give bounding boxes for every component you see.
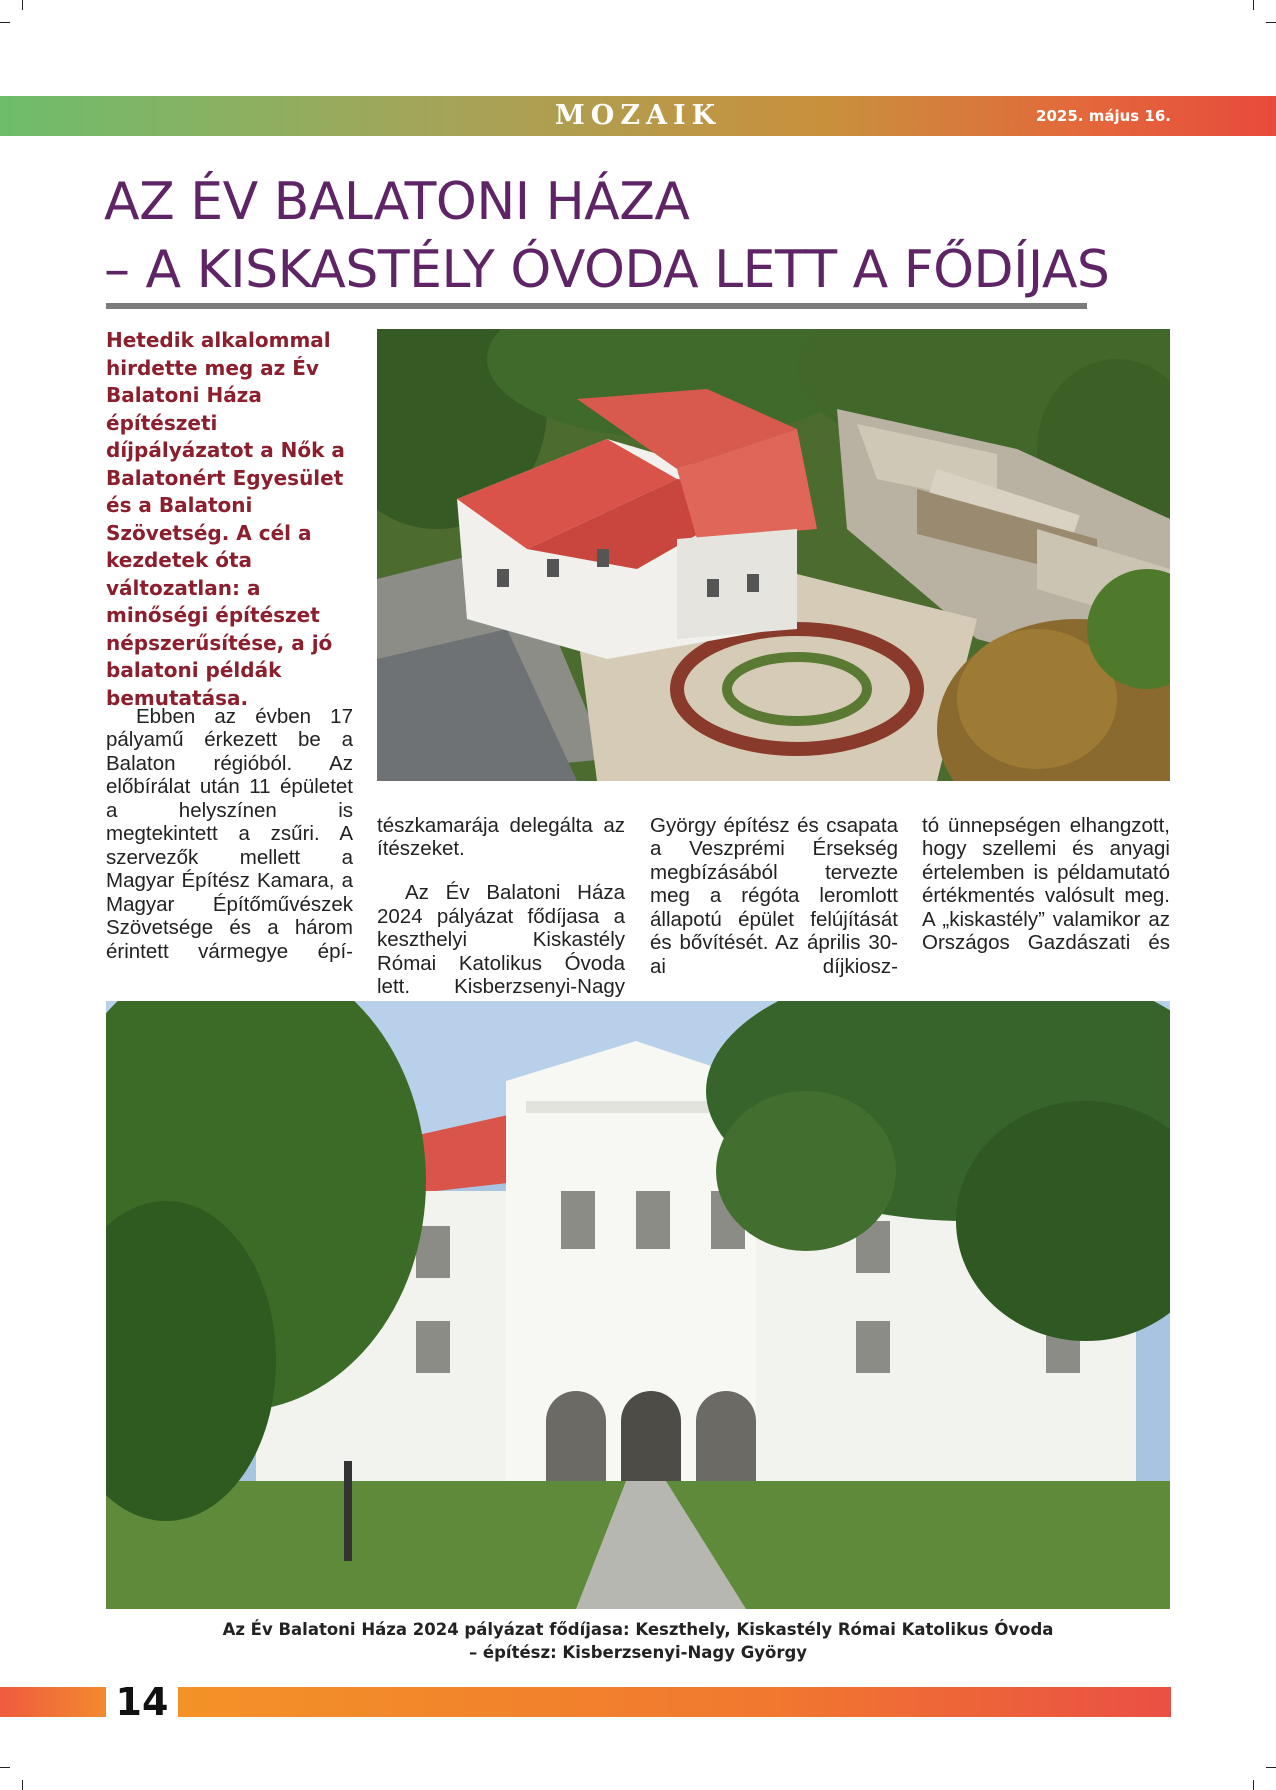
text-column-3: [650, 793, 898, 999]
aerial-photo: [377, 329, 1170, 781]
caption-line1: Az Év Balatoni Háza 2024 pályázat fődíjasa: Keszthely, Kiskastély Római Katolikus Óvoda: [222, 1620, 1054, 1639]
paragraph: György építész és csapata a Veszprémi Érsekség megbízásából tervezte meg a régóta leromlott állapotú épület felújítását és bővítését. Az április 30-ai díjkiosz-: [650, 813, 898, 978]
facade-photo: [106, 1001, 1170, 1609]
header-band: [0, 96, 1276, 136]
crop-mark: [0, 22, 10, 23]
crop-mark: [0, 1767, 10, 1768]
crop-mark: [1253, 1780, 1254, 1790]
paragraph: Ebben az évben 17 pályamű érkezett be a Balaton régióból. Az előbírálat után 11 épületet a helyszínen is megtekintett a zsűri. A szervezők mellett a Magyar Építész Kamara, a Magyar Építőművészek Szövetsége és a három érintett vármegye épí-: [106, 704, 353, 963]
text-column-1: [106, 684, 353, 984]
text-column-4: [922, 793, 1170, 975]
page-number: 14: [115, 1680, 169, 1724]
crop-mark: [22, 1780, 23, 1790]
paragraph: tó ünnepségen elhangzott, hogy szellemi és anyagi értelemben is példamutató értékmentés valósult meg. A „kiskastély” valamikor az Országos Gazdászati és: [922, 813, 1170, 954]
footer-band-right: [178, 1687, 1171, 1717]
paragraph: tészkamarája delegálta az ítészeket.: [377, 813, 625, 860]
section-name: MOZAIK: [554, 100, 722, 131]
crop-mark: [1266, 22, 1276, 23]
crop-mark: [22, 0, 23, 10]
text-column-2: [377, 793, 625, 1019]
article-title-line2: – A KISKASTÉLY ÓVODA LETT A FŐDÍJAS: [104, 240, 1110, 300]
photo-caption: [106, 1618, 1170, 1664]
article-title: [104, 168, 1204, 304]
title-rule: [106, 303, 1087, 309]
article-title-line1: AZ ÉV BALATONI HÁZA: [104, 172, 690, 232]
issue-date: 2025. május 16.: [1036, 107, 1171, 125]
caption-line2: – építész: Kisberzsenyi-Nagy György: [468, 1643, 808, 1662]
crop-mark: [1253, 0, 1254, 10]
crop-mark: [1266, 1767, 1276, 1768]
footer-band-left: [0, 1687, 106, 1717]
paragraph: Az Év Balatoni Háza 2024 pályázat fődíjasa a keszthelyi Kiskastély Római Katolikus Óvoda lett. Kisberzsenyi-Nagy: [377, 881, 625, 998]
article-lead: Hetedik alkalommal hirdette meg az Év Balatoni Háza építészeti díjpályázatot a Nők a Balatonért Egyesület és a Balatoni Szövetség. A cél a kezdetek óta változatlan: a minőségi építészet népszerűsítése, a jó balatoni példák bemutatása.: [106, 328, 345, 710]
